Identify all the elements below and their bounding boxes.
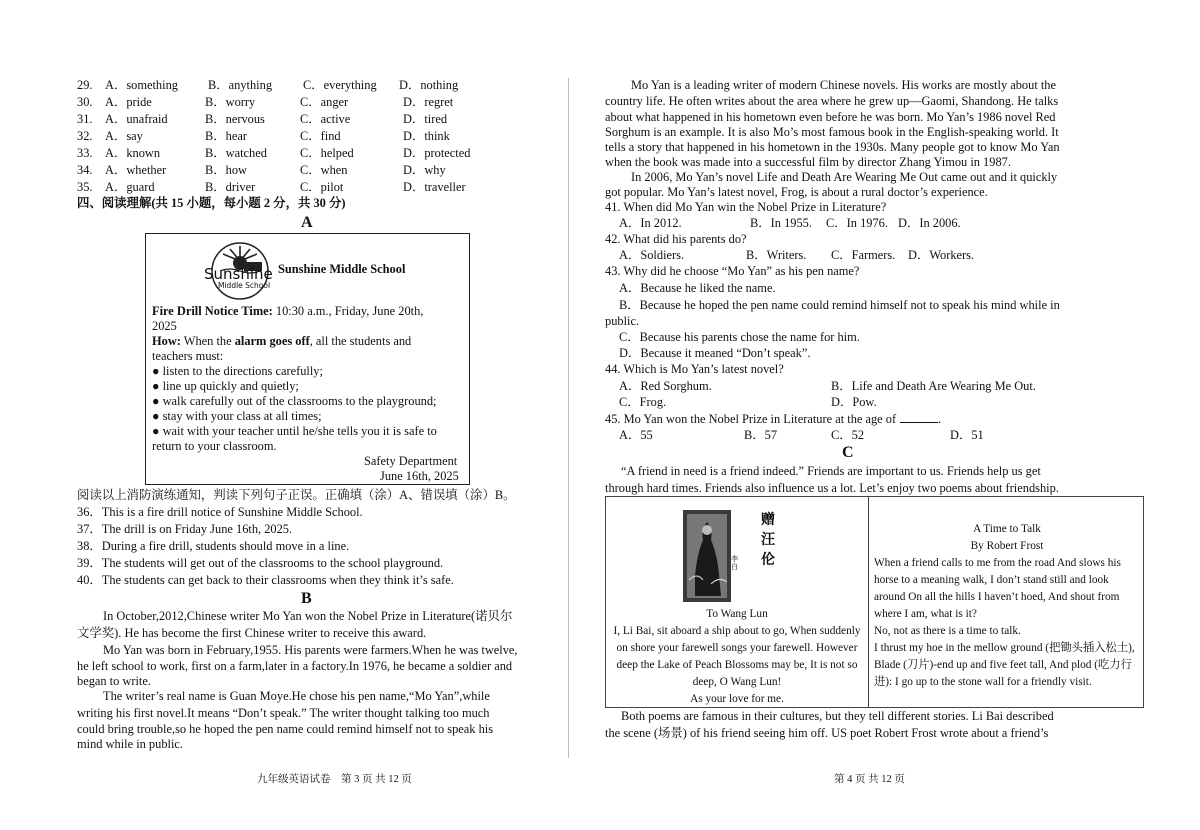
poem1-title: To Wang Lun	[706, 608, 768, 620]
passage-b-label: B	[301, 590, 312, 607]
cn-char: 汪	[761, 533, 775, 548]
option: A．something	[105, 78, 178, 92]
section-heading: 四、阅读理解(共 15 小题，每小题 2 分，共 30 分)	[77, 196, 346, 210]
option: D．regret	[403, 95, 454, 109]
option: C．find	[300, 129, 341, 143]
option: C．anger	[300, 95, 349, 109]
poem2-line: around On all the hills I haven’t hoed, And shout from	[874, 591, 1120, 603]
option: D．Workers.	[908, 248, 975, 262]
passage-c-outro: Both poems are famous in their cultures, but they tell different stories. Li Bai described	[621, 709, 1054, 723]
option: public.	[605, 314, 640, 328]
option: A．whether	[105, 163, 167, 177]
question-stem: 45. Mo Yan won the Nobel Prize in Literature at the age of .	[605, 412, 942, 426]
passage-b-cont-line: Sorghum is an example. It is also Mo’s most famous book in the English-speaking world. It	[605, 125, 1059, 139]
tf-item: 40．The students can get back to their classrooms when they think it’s safe.	[77, 573, 454, 587]
option: A．In 2012.	[619, 216, 682, 230]
option: D．protected	[403, 146, 471, 160]
passage-c-outro: the scene (场景) of his friend seeing him off. US poet Robert Frost wrote about a friend’s	[605, 726, 1049, 740]
poem-table	[605, 496, 1144, 708]
question-number: 31.	[77, 112, 93, 126]
page-divider	[568, 78, 569, 758]
passage-a-label: A	[301, 214, 313, 231]
passage-b-line: writing his first novel.It means “Don’t speak.” The writer thought talking too much	[77, 706, 490, 720]
logo-wordmark: Sunshine	[204, 265, 273, 283]
li-bai-portrait-icon	[683, 510, 731, 602]
poem2-line: 进): I go up to the stone wall for a friendly visit.	[874, 676, 1092, 688]
option: A．Because he liked the name.	[619, 281, 776, 295]
how-label: How:	[152, 334, 181, 348]
poem1-line: I, Li Bai, sit aboard a ship about to go, When suddenly	[613, 625, 861, 637]
option: A．guard	[105, 180, 155, 194]
cn-char: 赠	[761, 513, 775, 528]
tf-instruction: 阅读以上消防演练通知，判读下列句子正误。正确填（涂）A、错误填（涂）B。	[77, 488, 516, 502]
option: B．Because he hoped the pen name could remind himself not to speak his mind while in	[619, 298, 1060, 312]
option: C．52	[831, 428, 865, 442]
question-number: 35.	[77, 180, 93, 194]
option: B．anything	[208, 78, 273, 92]
bullet-item: ● listen to the directions carefully;	[152, 364, 323, 378]
question-stem: 41. When did Mo Yan win the Nobel Prize in Literature?	[605, 200, 887, 214]
option: B．hear	[205, 129, 247, 143]
option: B．57	[744, 428, 778, 442]
poem2-line: I thrust my hoe in the mellow ground (把锄头插入松土),	[874, 642, 1135, 654]
option: B．nervous	[205, 112, 265, 126]
option: C．Frog.	[619, 395, 667, 409]
footer-left: 九年级英语试卷 第 3 页 共 12 页	[257, 774, 412, 785]
passage-b-line: In October,2012,Chinese writer Mo Yan won the Nobel Prize in Literature(诺贝尔	[103, 609, 513, 623]
option: A．Red Sorghum.	[619, 379, 712, 393]
question-stem: 43. Why did he choose “Mo Yan” as his pen name?	[605, 264, 860, 278]
passage-b-line: 文学奖). He has become the first Chinese writer to receive this award.	[77, 626, 427, 640]
option: A．pride	[105, 95, 152, 109]
option: D．tired	[403, 112, 448, 126]
time-year: 2025	[152, 319, 177, 333]
tf-item: 39．The students will get out of the classrooms to the school playground.	[77, 556, 444, 570]
tf-item: 36．This is a fire drill notice of Sunshine Middle School.	[77, 505, 363, 519]
poem1-line: deep the Lake of Peach Blossoms may be, It is not so	[616, 659, 858, 671]
passage-b-cont-line: In 2006, Mo Yan’s novel Life and Death Are Wearing Me Out came out and it quickly	[631, 170, 1058, 184]
option: C．pilot	[300, 180, 344, 194]
option: C．active	[300, 112, 351, 126]
option: B．In 1955.	[750, 216, 812, 230]
passage-c-intro: “A friend in need is a friend indeed.” Friends are important to us. Friends help us get	[621, 464, 1041, 478]
option: A．known	[105, 146, 161, 160]
passage-b-line: he left school to work, first on a farm,later in a factory.In 1976, he became a soldier and	[77, 659, 513, 673]
poem1-line: As your love for me.	[690, 693, 784, 705]
passage-c-label: C	[842, 444, 854, 461]
option: C．Farmers.	[831, 248, 896, 262]
passage-b-cont-line: got popular. Mo Yan’s latest novel, Frog, is about a rural doctor’s experience.	[605, 185, 988, 199]
option: B．Life and Death Are Wearing Me Out.	[831, 379, 1036, 393]
passage-b-cont-line: country life. He often writes about the area where he grew up—Gaomi, Shandong. He talks	[605, 94, 1059, 108]
poem1-line: deep, O Wang Lun!	[692, 676, 782, 688]
school-name: Sunshine Middle School	[278, 262, 406, 276]
option: B．worry	[205, 95, 256, 109]
option: D．think	[403, 129, 450, 143]
option: D．nothing	[399, 78, 459, 92]
how-line	[152, 334, 411, 349]
bullet-item: return to your classroom.	[152, 439, 277, 453]
option: A．say	[105, 129, 143, 143]
passage-c-intro: through hard times. Friends also influence us a lot. Let’s enjoy two poems about friendship.	[605, 481, 1059, 495]
poem2-title: A Time to Talk	[973, 523, 1041, 535]
bullet-item: ● wait with your teacher until he/she tells you it is safe to	[152, 424, 437, 438]
tf-item: 38．During a fire drill, students should move in a line.	[77, 539, 350, 553]
option: B．Writers.	[746, 248, 807, 262]
time-value: 10:30 a.m., Friday, June 20th,	[272, 304, 424, 318]
passage-b-line: could bring trouble,so he hoped the pen name could remind himself not to speak his	[77, 722, 494, 736]
poem1-cn-title	[761, 511, 775, 571]
passage-b-line: Mo Yan was born in February,1955. His parents were farmers.When he was twelve,	[103, 643, 518, 657]
option: C．helped	[300, 146, 354, 160]
poem2-line: horse to a meaning walk, I don’t stand still and look	[874, 574, 1109, 586]
fire-drill-notice	[145, 233, 470, 485]
question-number: 32.	[77, 129, 93, 143]
question-number: 29.	[77, 78, 93, 92]
footer-right: 第 4 页 共 12 页	[834, 774, 905, 785]
passage-b-cont-line: tells a story that happened in his hometown in the 1930s. Many people got to know Mo Yan	[605, 140, 1060, 154]
passage-b-cont-line: Mo Yan is a leading writer of modern Chinese novels. His works are mostly about the	[631, 78, 1057, 92]
passage-b-line: The writer’s real name is Guan Moye.He chose his pen name,“Mo Yan”,while	[103, 689, 490, 703]
option: D．traveller	[403, 180, 466, 194]
option: A．unafraid	[105, 112, 168, 126]
option: B．how	[205, 163, 247, 177]
answer-blank[interactable]	[900, 410, 938, 423]
notice-time-line	[152, 304, 423, 319]
poem2-line: where I am, what is it?	[874, 608, 977, 620]
option: B．driver	[205, 180, 256, 194]
q45-stem-text: 45. Mo Yan won the Nobel Prize in Literature at the age of	[605, 412, 897, 426]
bullet-item: ● stay with your class at all times;	[152, 409, 322, 423]
how-alarm: alarm goes off	[234, 334, 310, 348]
notice-date: June 16th, 2025	[380, 469, 459, 483]
poem2-line: When a friend calls to me from the road And slows his	[874, 557, 1121, 569]
poem2-line: Blade (刀片)-end up and five feet tall, And plod (吃力行	[874, 659, 1132, 671]
question-number: 34.	[77, 163, 93, 177]
tf-item: 37．The drill is on Friday June 16th, 2025.	[77, 522, 293, 536]
passage-b-line: mind while in public.	[77, 737, 183, 751]
option: C．In 1976.	[826, 216, 888, 230]
how-pre: When the	[180, 334, 235, 348]
question-number: 33.	[77, 146, 93, 160]
question-stem: 44. Which is Mo Yan’s latest novel?	[605, 362, 784, 376]
how-line-2: teachers must:	[152, 349, 224, 363]
poem2-author: By Robert Frost	[970, 540, 1044, 552]
passage-b-cont-line: about what happened in his hometown even before he was born. Mo Yan’s 1986 novel Red	[605, 110, 1056, 124]
question-number: 30.	[77, 95, 93, 109]
option: D．Pow.	[831, 395, 877, 409]
option: D．why	[403, 163, 446, 177]
passage-b-cont-line: when the book was made into a successful film by director Zhang Yimou in 1987.	[605, 155, 1011, 169]
poem1-cn-author: 李白	[731, 555, 738, 571]
option: C．when	[300, 163, 348, 177]
cn-char: 伦	[761, 553, 775, 568]
question-stem: 42. What did his parents do?	[605, 232, 747, 246]
time-label: Fire Drill Notice Time:	[152, 304, 273, 318]
bullet-item: ● walk carefully out of the classrooms to the playground;	[152, 394, 437, 408]
option: D．Because it meaned “Don’t speak”.	[619, 346, 811, 360]
how-post: , all the students and	[309, 334, 412, 348]
passage-b-line: began to write.	[77, 674, 151, 688]
poem2-line: No, not as there is a time to talk.	[874, 625, 1021, 637]
poem1-line: on shore your farewell songs your farewell. However	[616, 642, 858, 654]
option: D．In 2006.	[898, 216, 961, 230]
notice-department: Safety Department	[364, 454, 458, 468]
option: B．watched	[205, 146, 267, 160]
bullet-item: ● line up quickly and quietly;	[152, 379, 299, 393]
option: C．everything	[303, 78, 377, 92]
option: A．55	[619, 428, 653, 442]
logo-subtext: Middle School	[218, 281, 271, 290]
option: C．Because his parents chose the name for him.	[619, 330, 860, 344]
option: D．51	[950, 428, 984, 442]
option: A．Soldiers.	[619, 248, 685, 262]
